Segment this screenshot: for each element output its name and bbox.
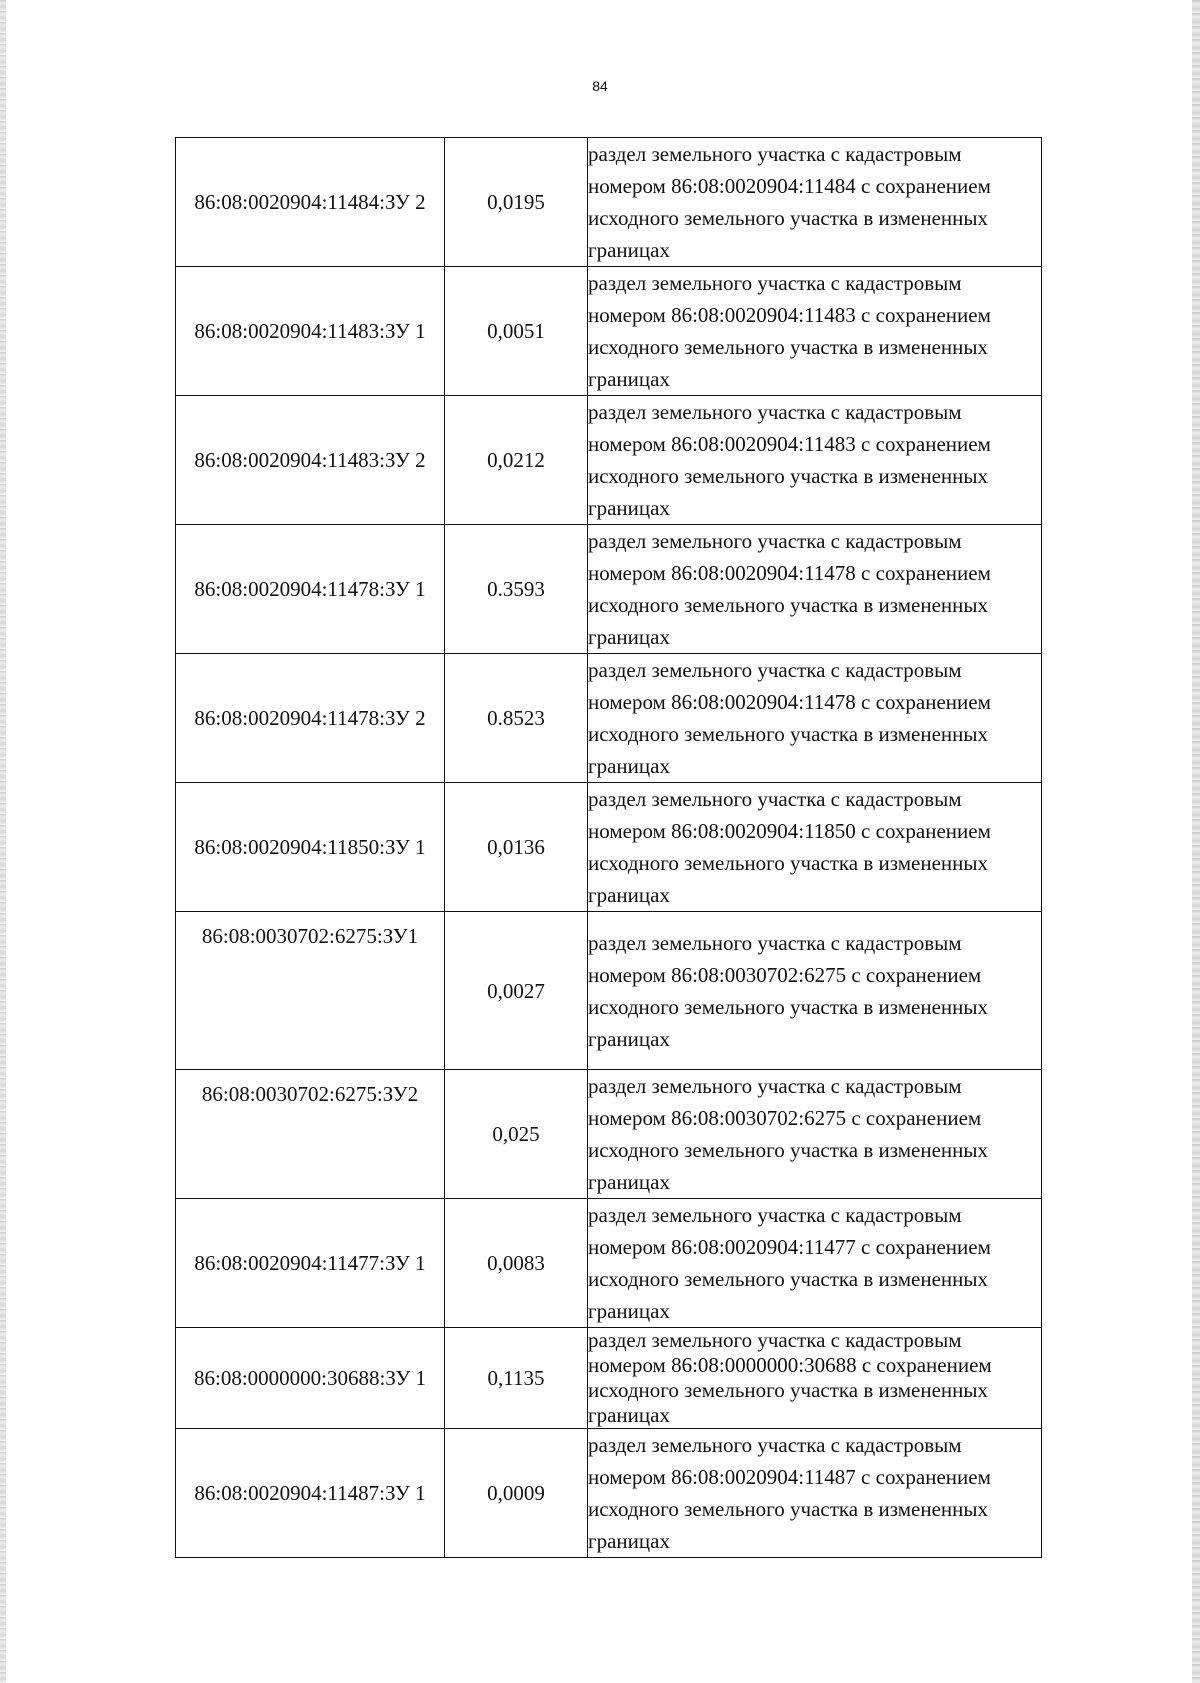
- table-row: [176, 267, 1042, 396]
- description-cell: раздел земельного участка с кадастровым номером 86:08:0020904:11487 с сохранением исходного земельного участка в измененных границах: [588, 1429, 1042, 1558]
- area-cell: 0,025: [445, 1070, 588, 1199]
- area-cell: 0,0136: [445, 783, 588, 912]
- table-row: [176, 1199, 1042, 1328]
- cadastral-id-cell: 86:08:0030702:6275:ЗУ1: [176, 912, 445, 1070]
- table-row: [176, 138, 1042, 267]
- cadastral-id-cell: 86:08:0020904:11850:ЗУ 1: [176, 783, 445, 912]
- description-cell: раздел земельного участка с кадастровым номером 86:08:0020904:11850 с сохранением исходного земельного участка в измененных границах: [588, 783, 1042, 912]
- cadastral-id-cell: 86:08:0020904:11484:ЗУ 2: [176, 138, 445, 267]
- area-cell: 0.8523: [445, 654, 588, 783]
- table-row: [176, 783, 1042, 912]
- scan-edge-right: [1192, 0, 1200, 1683]
- area-cell: 0,0051: [445, 267, 588, 396]
- area-cell: 0,1135: [445, 1328, 588, 1429]
- description-cell: раздел земельного участка с кадастровым номером 86:08:0000000:30688 с сохранением исходного земельного участка в измененных границах: [588, 1328, 1042, 1429]
- area-cell: 0,0027: [445, 912, 588, 1070]
- land-plots-table: [175, 137, 1042, 1558]
- cadastral-id-cell: 86:08:0000000:30688:ЗУ 1: [176, 1328, 445, 1429]
- description-cell: раздел земельного участка с кадастровым номером 86:08:0020904:11477 с сохранением исходного земельного участка в измененных границах: [588, 1199, 1042, 1328]
- cadastral-id-cell: 86:08:0020904:11483:ЗУ 2: [176, 396, 445, 525]
- cadastral-id-cell: 86:08:0020904:11478:ЗУ 1: [176, 525, 445, 654]
- description-cell: раздел земельного участка с кадастровым номером 86:08:0020904:11478 с сохранением исходного земельного участка в измененных границах: [588, 525, 1042, 654]
- description-cell: раздел земельного участка с кадастровым номером 86:08:0020904:11483 с сохранением исходного земельного участка в измененных границах: [588, 267, 1042, 396]
- area-cell: 0,0083: [445, 1199, 588, 1328]
- area-cell: 0,0212: [445, 396, 588, 525]
- table-row: [176, 396, 1042, 525]
- description-cell: раздел земельного участка с кадастровым номером 86:08:0020904:11483 с сохранением исходного земельного участка в измененных границах: [588, 396, 1042, 525]
- table-row: [176, 1328, 1042, 1429]
- area-cell: 0,0009: [445, 1429, 588, 1558]
- page-number: 84: [592, 78, 608, 94]
- scan-edge-left: [0, 0, 6, 1683]
- description-cell: раздел земельного участка с кадастровым номером 86:08:0020904:11484 с сохранением исходного земельного участка в измененных границах: [588, 138, 1042, 267]
- table-row: [176, 654, 1042, 783]
- table-row: [176, 1070, 1042, 1199]
- cadastral-id-cell: 86:08:0020904:11477:ЗУ 1: [176, 1199, 445, 1328]
- cadastral-id-cell: 86:08:0020904:11483:ЗУ 1: [176, 267, 445, 396]
- area-cell: 0.3593: [445, 525, 588, 654]
- cadastral-id-cell: 86:08:0030702:6275:ЗУ2: [176, 1070, 445, 1199]
- table-row: [176, 1429, 1042, 1558]
- table-row: [176, 525, 1042, 654]
- description-cell: раздел земельного участка с кадастровым номером 86:08:0030702:6275 с сохранением исходного земельного участка в измененных границах: [588, 1070, 1042, 1199]
- area-cell: 0,0195: [445, 138, 588, 267]
- description-cell: раздел земельного участка с кадастровым номером 86:08:0030702:6275 с сохранением исходного земельного участка в измененных границах: [588, 912, 1042, 1070]
- cadastral-id-cell: 86:08:0020904:11487:ЗУ 1: [176, 1429, 445, 1558]
- cadastral-id-cell: 86:08:0020904:11478:ЗУ 2: [176, 654, 445, 783]
- table-row: [176, 912, 1042, 1070]
- description-cell: раздел земельного участка с кадастровым номером 86:08:0020904:11478 с сохранением исходного земельного участка в измененных границах: [588, 654, 1042, 783]
